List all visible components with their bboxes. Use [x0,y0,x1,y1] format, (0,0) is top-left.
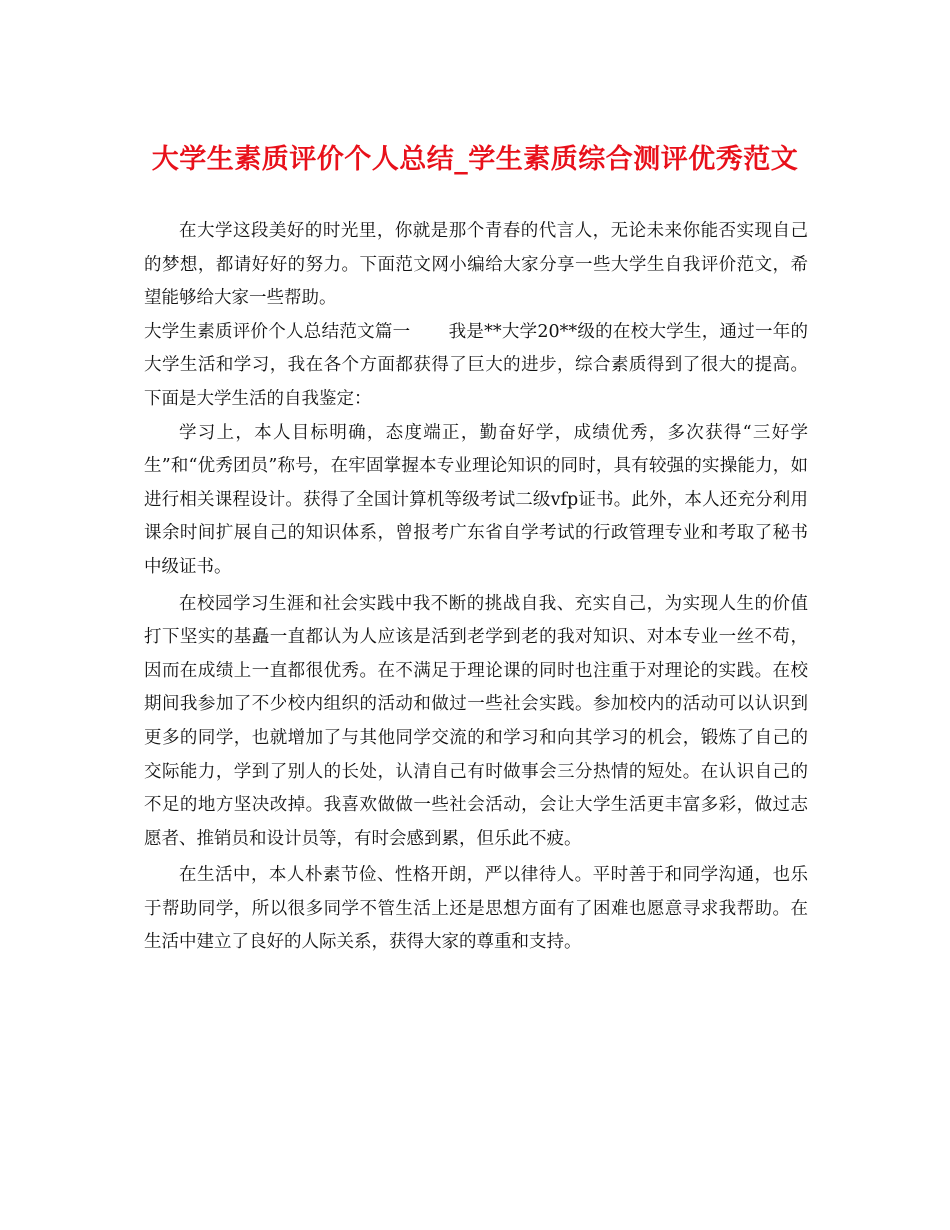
life-paragraph: 在生活中，本人朴素节俭、性格开朗，严以律待人。平时善于和同学沟通，也乐于帮助同学，所以很多同学不管生活上还是思想方面有了困难也愿意寻求我帮助。在生活中建立了良好的人际关系，获得大家的尊重和支持。 [144,865,808,953]
section-block [144,316,808,417]
study-paragraph: 学习上，本人目标明确，态度端正，勤奋好学，成绩优秀，多次获得“三好学生”和“优秀团员”称号，在牢固掌握本专业理论知识的同时，具有较强的实操能力，如进行相关课程设计。获得了全国计算机等级考试二级vfp证书。此外，本人还充分利用课余时间扩展自己的知识体系，曾报考广东省自学考试的行政管理专业和考取了秘书中级证书。 [144,422,808,577]
intro-paragraph: 在大学这段美好的时光里，你就是那个青春的代言人，无论未来你能否实现自己的梦想，都请好好的努力。下面范文网小编给大家分享一些大学生自我评价范文，希望能够给大家一些帮助。 [144,221,808,309]
document-body [144,215,808,960]
section-opening: 我是**大学20**级的在校大学生，通过一年的大学生活和学习，我在各个方面都获得了巨大的进步，综合素质得到了很大的提高。下面是大学生活的自我鉴定： [144,321,808,409]
document-title: 大学生素质评价个人总结_学生素质综合测评优秀范文 [151,144,799,175]
practice-paragraph: 在校园学习生涯和社会实践中我不断的挑战自我、充实自己，为实现人生的价值打下坚实的基矗一直都认为人应该是活到老学到老的我对知识、对本专业一丝不苟，因而在成绩上一直都很优秀。在不满足于理论课的同时也注重于对理论的实践。在校期间我参加了不少校内组织的活动和做过一些社会实践。参加校内的活动可以认识到更多的同学，也就增加了与其他同学交流的和学习和向其学习的机会，锻炼了自己的交际能力，学到了别人的长处，认清自己有时做事会三分热情的短处。在认识自己的不足的地方坚决改掉。我喜欢做做一些社会活动，会让大学生活更丰富多彩，做过志愿者、推销员和设计员等，有时会感到累，但乐此不疲。 [144,593,808,849]
section-heading: 大学生素质评价个人总结范文篇一 [144,321,411,342]
